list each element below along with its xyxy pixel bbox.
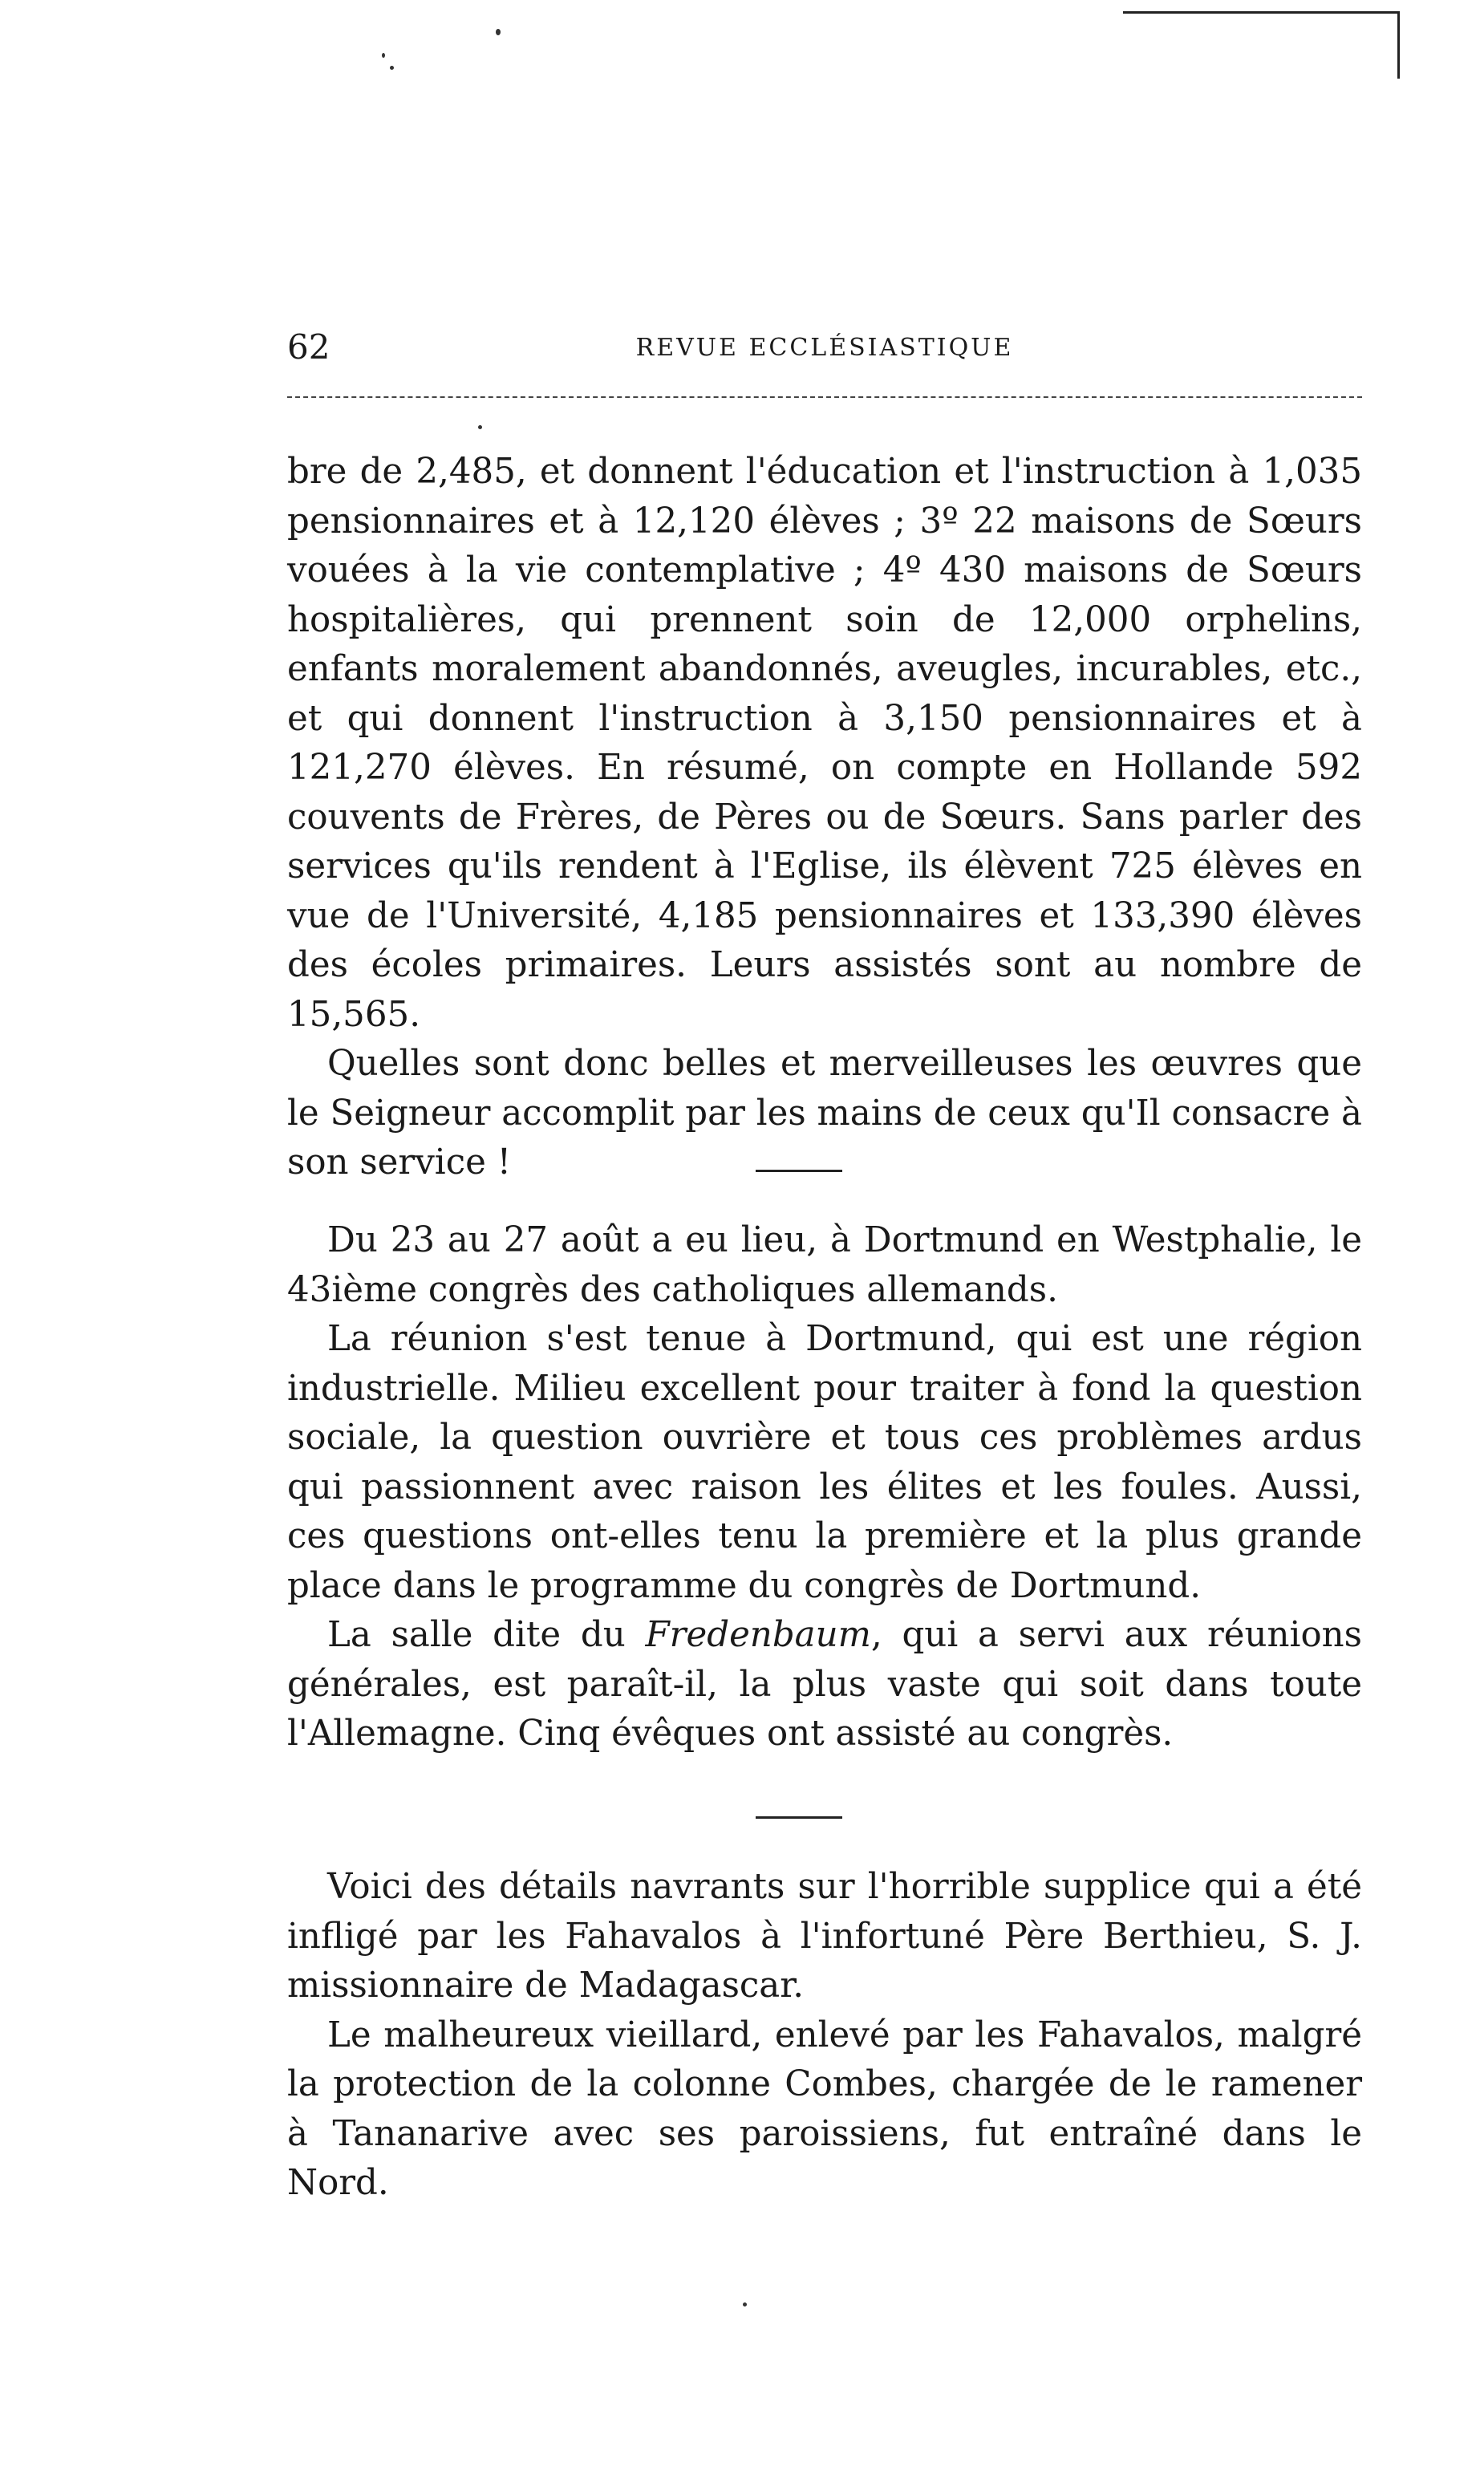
running-head — [287, 327, 1362, 367]
text-run: , qui a servi aux réunions générales, est paraît-il, la plus vaste qui soit dans toute l'Allemagne. Cinq évêques ont assisté au congrès. — [287, 1615, 1362, 1754]
paragraph: Du 23 au 27 août a eu lieu, à Dortmund en Westphalie, le 43ième congrès des catholiques allemands. — [287, 1220, 1362, 1310]
section-berthieu — [287, 1863, 1362, 2209]
paragraph: Voici des détails navrants sur l'horrible supplice qui a été infligé par les Fahavalos à l'infortuné Père Berthieu, S. J. missionnaire de Madagascar. — [287, 1867, 1362, 2006]
paragraph — [287, 1611, 1362, 1759]
section-divider — [756, 1816, 842, 1819]
scan-speck — [478, 425, 482, 429]
scan-speck — [743, 2302, 747, 2306]
scan-edge-tick — [1397, 11, 1400, 79]
paragraph: Le malheureux vieillard, enlevé par les Fahavalos, malgré la protection de la colonne Combes, chargée de le ramener à Tananarive avec ses paroissiens, fut entraîné dans le Nord. — [287, 2014, 1362, 2203]
section-dortmund-congress — [287, 1216, 1362, 1759]
scan-speck — [390, 66, 394, 70]
paragraph: La réunion s'est tenue à Dortmund, qui est une région industrielle. Milieu excellent pour traiter à fond la question sociale, la question ouvrière et tous ces problèmes ardus qui passionnent avec raison les élites et les foules. Aussi, ces questions ont-elles tenu la première et la plus grande place dans le programme du congrès de Dortmund. — [287, 1319, 1362, 1606]
scan-speck — [496, 29, 501, 35]
paragraph: Quelles sont donc belles et merveilleuses les œuvres que le Seigneur accomplit par les mains de ceux qu'Il consacre à son service ! — [287, 1044, 1362, 1183]
journal-title: REVUE ECCLÉSIASTIQUE — [635, 334, 1014, 362]
paragraph: bre de 2,485, et donnent l'éducation et l'instruction à 1,035 pensionnaires et à 12,120 élèves ; 3º 22 maisons de Sœurs vouées à la vie contemplative ; 4º 430 maisons de Sœurs hospitalières, qui prennent soin de 12,000 orphelins, enfants moralement abandonnés, aveugles, incurables, etc., et qui donnent l'instruction à 3,150 pensionnaires et à 121,270 élèves. En résumé, on compte en Hollande 592 couvents de Frères, de Pères ou de Sœurs. Sans parler des services qu'ils rendent à l'Eglise, ils élèvent 725 élèves en vue de l'Université, 4,185 pensionnaires et 133,390 élèves des écoles primaires. Leurs assistés sont au nombre de 15,565. — [287, 452, 1362, 1035]
scan-speck — [382, 53, 385, 58]
section-statistics — [287, 448, 1362, 1188]
text-run: La salle dite du — [327, 1615, 646, 1655]
page-number: 62 — [287, 327, 330, 367]
section-divider — [756, 1170, 842, 1172]
italic-name: Fredenbaum — [645, 1615, 871, 1655]
scan-edge-rule — [1123, 11, 1400, 14]
header-rule — [287, 396, 1362, 398]
